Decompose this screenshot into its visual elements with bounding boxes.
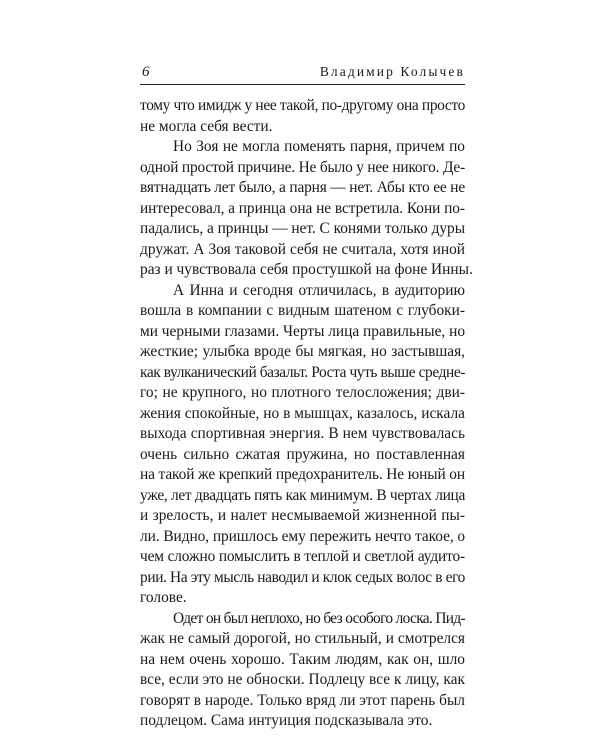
text-line: жесткие; улыбка вроде бы мягкая, но застывшая, bbox=[140, 343, 465, 360]
text-line: и зрелость, и налет несмываемой жизненной пы- bbox=[140, 507, 465, 524]
page-header bbox=[140, 62, 465, 85]
text-line: на такой же крепкий предохранитель. Не юный он bbox=[140, 466, 465, 483]
text-line: чем сложно помыслить в теплой и светлой аудито- bbox=[140, 548, 466, 565]
text-line: ли. Видно, пришлось ему пережить нечто такое, о bbox=[140, 527, 466, 545]
text-line: выхода спортивная энергия. В нем чувствовалась bbox=[140, 425, 465, 442]
text-line: А Инна и сегодня отличилась, в аудиторию bbox=[173, 281, 465, 299]
text-line: очень сильно сжатая пружина, но поставленная bbox=[140, 445, 465, 463]
text-line: голове. bbox=[140, 589, 187, 606]
text-line: вятнадцать лет было, а парня — нет. Абы кто ее не bbox=[140, 179, 466, 196]
text-line: вошла в компании с видным шатеном с глубоки- bbox=[140, 302, 466, 319]
text-line: на нем очень хорошо. Таким людям, как он, шло bbox=[140, 650, 466, 668]
text-line: жак не самый дорогой, но стильный, и смотрелся bbox=[140, 630, 465, 647]
body-text bbox=[140, 96, 473, 732]
text-line: не могла себя вести. bbox=[140, 117, 273, 135]
text-line: как вулканический базальт. Роста чуть выше средне- bbox=[140, 363, 465, 381]
text-line: Одет он был неплохо, но без особого лоска. Пид- bbox=[173, 609, 465, 627]
page-number: 6 bbox=[142, 64, 150, 80]
text-line: все, если это не обноски. Подлецу все к лицу, как bbox=[140, 671, 465, 688]
text-line: подлецом. Сама интуиция подсказывала это. bbox=[140, 712, 433, 729]
text-line: одной простой причине. Не было у нее никого. Де- bbox=[140, 158, 465, 176]
text-line: тому что имидж у нее такой, по-другому она просто bbox=[140, 97, 465, 114]
text-line: раз и чувствовала себя простушкой на фоне Инны. bbox=[140, 261, 473, 278]
text-line: го; не крупного, но плотного телосложения; дви- bbox=[140, 384, 465, 401]
text-line: уже, лет двадцать пять как минимум. В чертах лица bbox=[140, 486, 466, 504]
text-line: Но Зоя не могла поменять парня, причем по bbox=[173, 138, 466, 155]
text-line: интересовал, а принца она не встретила. Кони по- bbox=[140, 199, 465, 217]
text-line: дружат. А Зоя таковой себя не считала, хотя иной bbox=[140, 240, 466, 258]
text-line: рии. На эту мысль наводил и клок седых волос в его bbox=[140, 568, 465, 586]
text-line: падались, а принцы — нет. С конями только дуры bbox=[140, 220, 465, 237]
text-line: ми черными глазами. Черты лица правильные, но bbox=[140, 322, 466, 340]
running-head-author: Владимир Колычев bbox=[319, 64, 465, 79]
text-line: жения спокойные, но в мышцах, казалось, искала bbox=[140, 404, 466, 422]
text-line: говорят в народе. Только вряд ли этот парень был bbox=[140, 691, 465, 709]
